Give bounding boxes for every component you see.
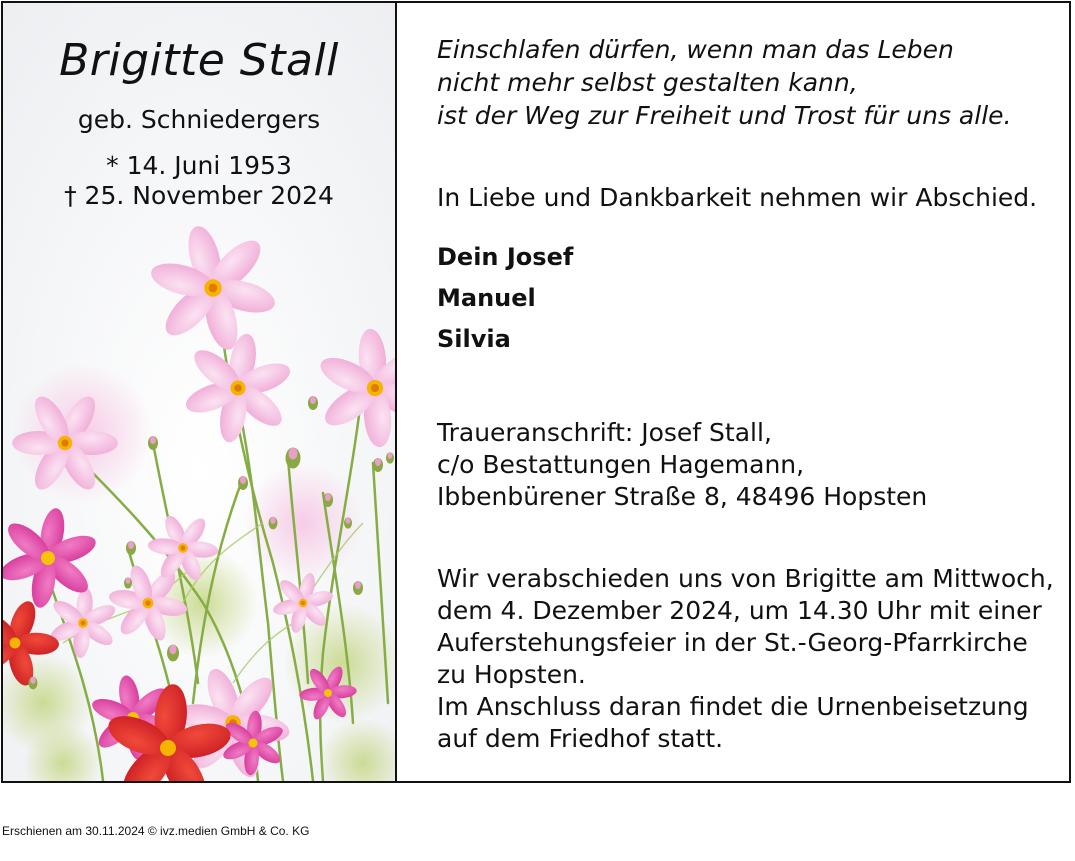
maiden-name: geb. Schniedergers: [77, 105, 321, 134]
verse-line: ist der Weg zur Freiheit und Trost für uns alle.: [437, 101, 1012, 130]
birth-date: * 14. Juni 1953: [106, 151, 292, 180]
mourner-name: Dein Josef: [437, 243, 574, 271]
mourner-name: Manuel: [437, 284, 536, 312]
address-line: c/o Bestattungen Hagemann,: [437, 450, 805, 479]
memorial-verse: [437, 33, 1057, 132]
photo-panel: [3, 3, 397, 781]
service-line: dem 4. Dezember 2024, um 14.30 Uhr mit einer: [437, 596, 1042, 625]
service-line: Auferstehungsfeier in der St.-Georg-Pfarrkirche: [437, 628, 1028, 657]
verse-line: nicht mehr selbst gestalten kann,: [437, 68, 858, 97]
publication-credit: Erschienen am 30.11.2024 © ivz.medien GmbH & Co. KG: [2, 824, 310, 838]
deceased-name: Brigitte Stall: [59, 35, 339, 86]
address-line: Ibbenbürener Straße 8, 48496 Hopsten: [437, 482, 928, 511]
obituary-notice: [1, 1, 1071, 783]
service-line: Im Anschluss daran findet die Urnenbeisetzung: [437, 692, 1029, 721]
death-date: † 25. November 2024: [64, 181, 334, 210]
service-details: [437, 563, 1054, 755]
address-line: Traueranschrift: Josef Stall,: [437, 418, 772, 447]
text-panel: [437, 33, 1057, 753]
mourner-name: Silvia: [437, 325, 511, 353]
service-line: Wir verabschieden uns von Brigitte am Mittwoch,: [437, 564, 1054, 593]
verse-line: Einschlafen dürfen, wenn man das Leben: [437, 35, 954, 64]
mourners-list: [437, 237, 573, 360]
service-line: auf dem Friedhof statt.: [437, 724, 724, 753]
mourning-address: [437, 417, 927, 513]
service-line: zu Hopsten.: [437, 660, 586, 689]
farewell-statement: In Liebe und Dankbarkeit nehmen wir Abschied.: [437, 183, 1038, 212]
